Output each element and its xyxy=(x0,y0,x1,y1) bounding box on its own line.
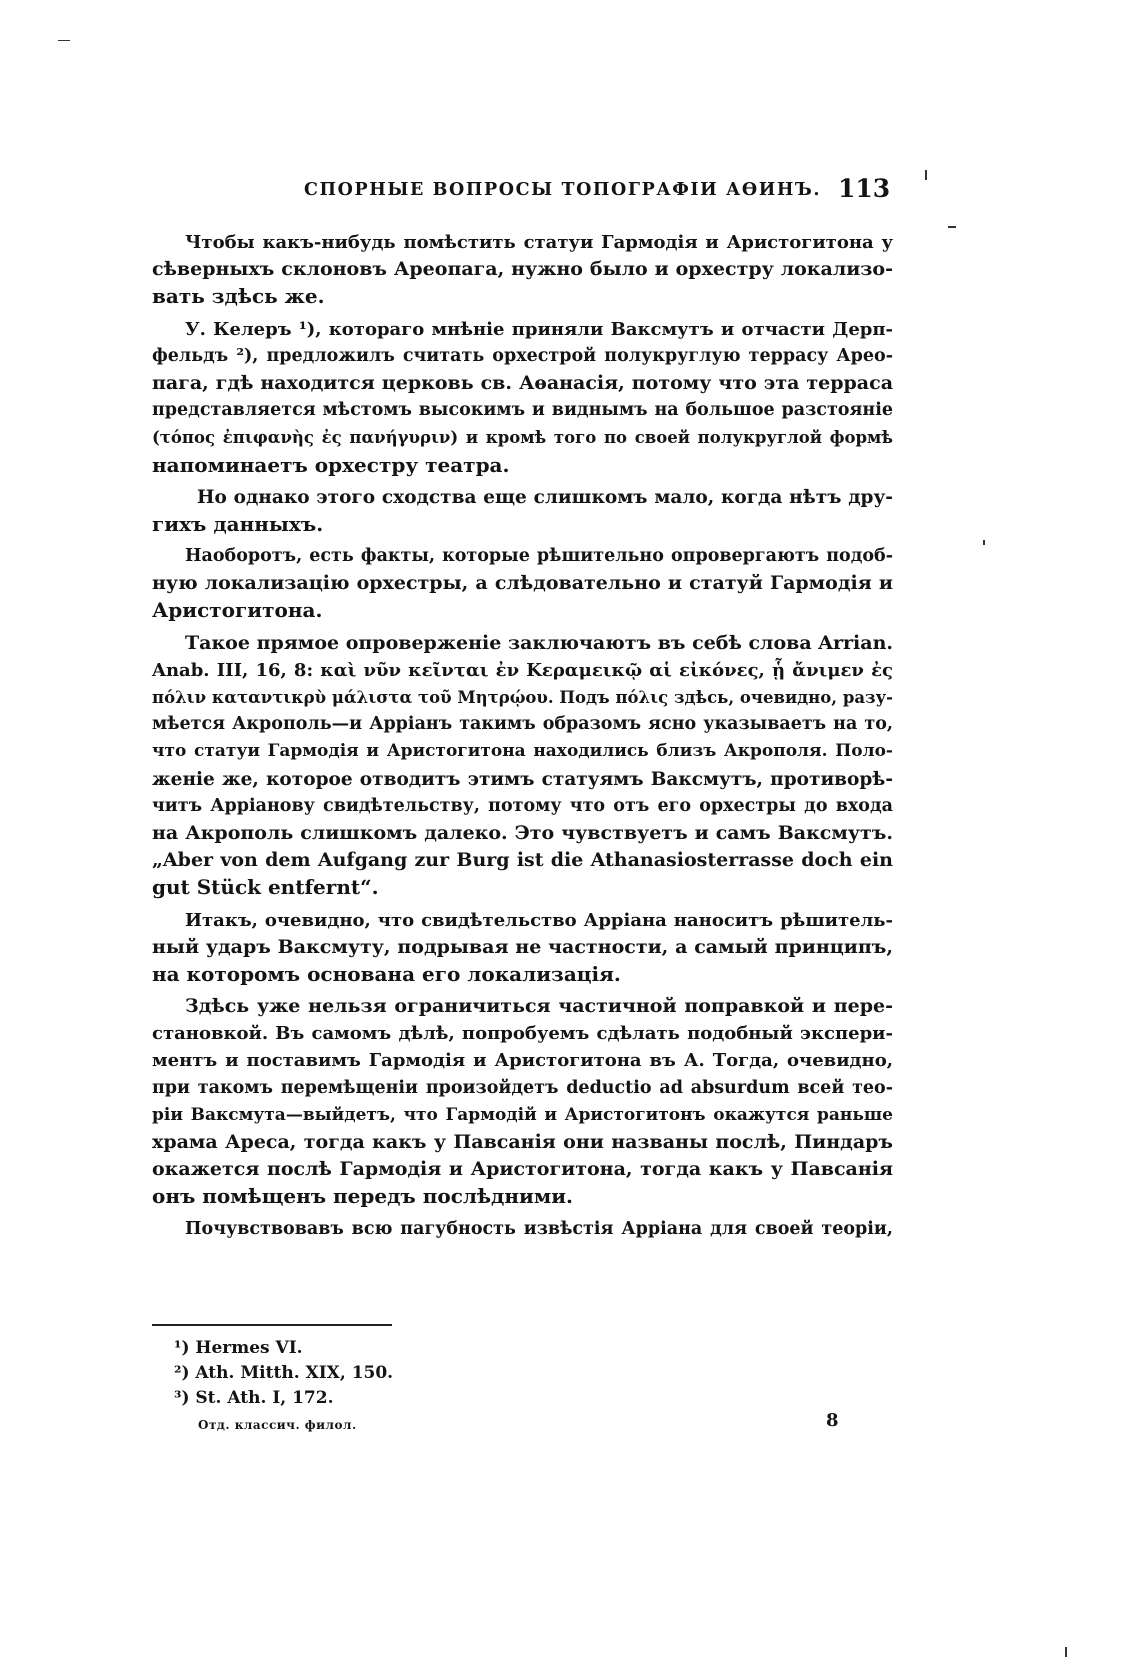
text-line: что статуи Гармодія и Аристогитона находились близъ Акрополя. Поло- xyxy=(152,741,893,762)
text-line: Аристогитона. xyxy=(152,598,323,623)
text-line: напоминаетъ орхестру театра. xyxy=(152,452,510,477)
footnote: ³) St. Ath. I, 172. xyxy=(174,1388,334,1408)
text-line: на Акрополь слишкомъ далеко. Это чувствуетъ и самъ Ваксмутъ. xyxy=(152,821,893,844)
footnote: ¹) Hermes VI. xyxy=(174,1338,303,1358)
text-line: при такомъ перемѣщеніи произойдетъ deductio ad absurdum всей тео- xyxy=(152,1077,893,1098)
footnote: ²) Ath. Mitth. XIX, 150. xyxy=(174,1363,394,1383)
text-line: представляется мѣстомъ высокимъ и виднымъ на большое разстояніе xyxy=(152,400,893,421)
text-line: женіе же, которое отводитъ этимъ статуямъ Ваксмутъ, противорѣ- xyxy=(152,768,893,790)
text-line: Здѣсь уже нельзя ограничиться частичной поправкой и пере- xyxy=(185,995,893,1018)
text-line: храма Ареса, тогда какъ у Павсанія они названы послѣ, Пиндаръ xyxy=(152,1131,893,1153)
text-line: ную локализацію орхестры, а слѣдовательно и статуй Гармодія и xyxy=(152,572,893,595)
footnotes xyxy=(174,1336,393,1411)
text-line: Такое прямое опроверженіе заключаютъ въ себѣ слова Arrian. xyxy=(185,631,893,654)
text-line: пага, гдѣ находится церковь св. Аѳанасія, потому что эта терраса xyxy=(152,371,893,394)
text-line: вать здѣсь же. xyxy=(152,284,325,309)
text-line: „Aber von dem Aufgang zur Burg ist die Athanasiosterrasse doch ein xyxy=(152,849,893,872)
sheet-number: 8 xyxy=(826,1410,839,1431)
text-line: Наоборотъ, есть факты, которые рѣшительно опровергаютъ подоб- xyxy=(185,546,893,567)
text-line: Итакъ, очевидно, что свидѣтельство Арріана наноситъ рѣшитель- xyxy=(185,909,893,931)
text-line: мѣется Акрополь—и Арріанъ такимъ образомъ ясно указываетъ на то, xyxy=(152,714,893,735)
page-number: 113 xyxy=(838,174,891,203)
text-line: Anab. III, 16, 8: καὶ νῦν κεῖνται ἐν Κεραμεικῷ αἱ εἰκόνες, ᾗ ἄνιμεν ἐς xyxy=(152,659,893,681)
text-line: становкой. Въ самомъ дѣлѣ, попробуемъ сдѣлать подобный экспери- xyxy=(152,1023,893,1045)
scan-mark xyxy=(58,40,70,41)
text-line: гихъ данныхъ. xyxy=(152,511,324,536)
text-line: Почувствовавъ всю пагубность извѣстія Арріана для своей теоріи, xyxy=(185,1218,893,1239)
text-line: читъ Арріанову свидѣтельству, потому что отъ его орхестры до входа xyxy=(152,795,893,816)
text-line: πόλιν καταντικρὺ μάλιστα τοῦ Μητρῴου. Подъ πόλις здѣсь, очевидно, разу- xyxy=(152,688,893,707)
scan-mark xyxy=(948,226,956,228)
footnote-divider xyxy=(152,1324,392,1326)
text-line: ный ударъ Ваксмуту, подрывая не частности, а самый принципъ, xyxy=(152,935,893,958)
text-line: Чтобы какъ-нибудь помѣстить статуи Гармодія и Аристогитона у xyxy=(185,232,893,253)
text-line: gut Stück entfernt“. xyxy=(152,875,379,900)
text-line: У. Келеръ ¹), котораго мнѣніе приняли Ваксмутъ и отчасти Дерп- xyxy=(185,318,893,340)
body-text xyxy=(152,229,893,1243)
text-line: на которомъ основана его локализація. xyxy=(152,961,621,986)
text-line: фельдъ ²), предложилъ считать орхестрой полукруглую террасу Арео- xyxy=(152,345,893,366)
text-line: Но однако этого сходства еще слишкомъ мало, когда нѣтъ дру- xyxy=(197,486,893,508)
printer-signature: Отд. классич. филол. xyxy=(198,1418,357,1432)
scan-mark xyxy=(925,170,927,180)
text-line: сѣверныхъ склоновъ Ареопага, нужно было и орхестру локализо- xyxy=(152,258,893,281)
running-title: СПОРНЫЕ ВОПРОСЫ ТОПОГРАФІИ АѲИНЪ. xyxy=(304,180,822,200)
text-line: окажется послѣ Гармодія и Аристогитона, тогда какъ у Павсанія xyxy=(152,1158,893,1181)
scan-mark xyxy=(1065,1647,1067,1657)
text-line: (τόπος ἐπιφανὴς ἐς πανήγυριν) и кромѣ того по своей полукруглой формѣ xyxy=(152,428,893,448)
text-line: ментъ и поставимъ Гармодія и Аристогитона въ А. Тогда, очевидно, xyxy=(152,1050,893,1072)
text-line: ріи Ваксмута—выйдетъ, что Гармодій и Аристогитонъ окажутся раньше xyxy=(152,1104,893,1125)
text-line: онъ помѣщенъ передъ послѣдними. xyxy=(152,1184,574,1209)
scan-mark xyxy=(983,540,985,545)
